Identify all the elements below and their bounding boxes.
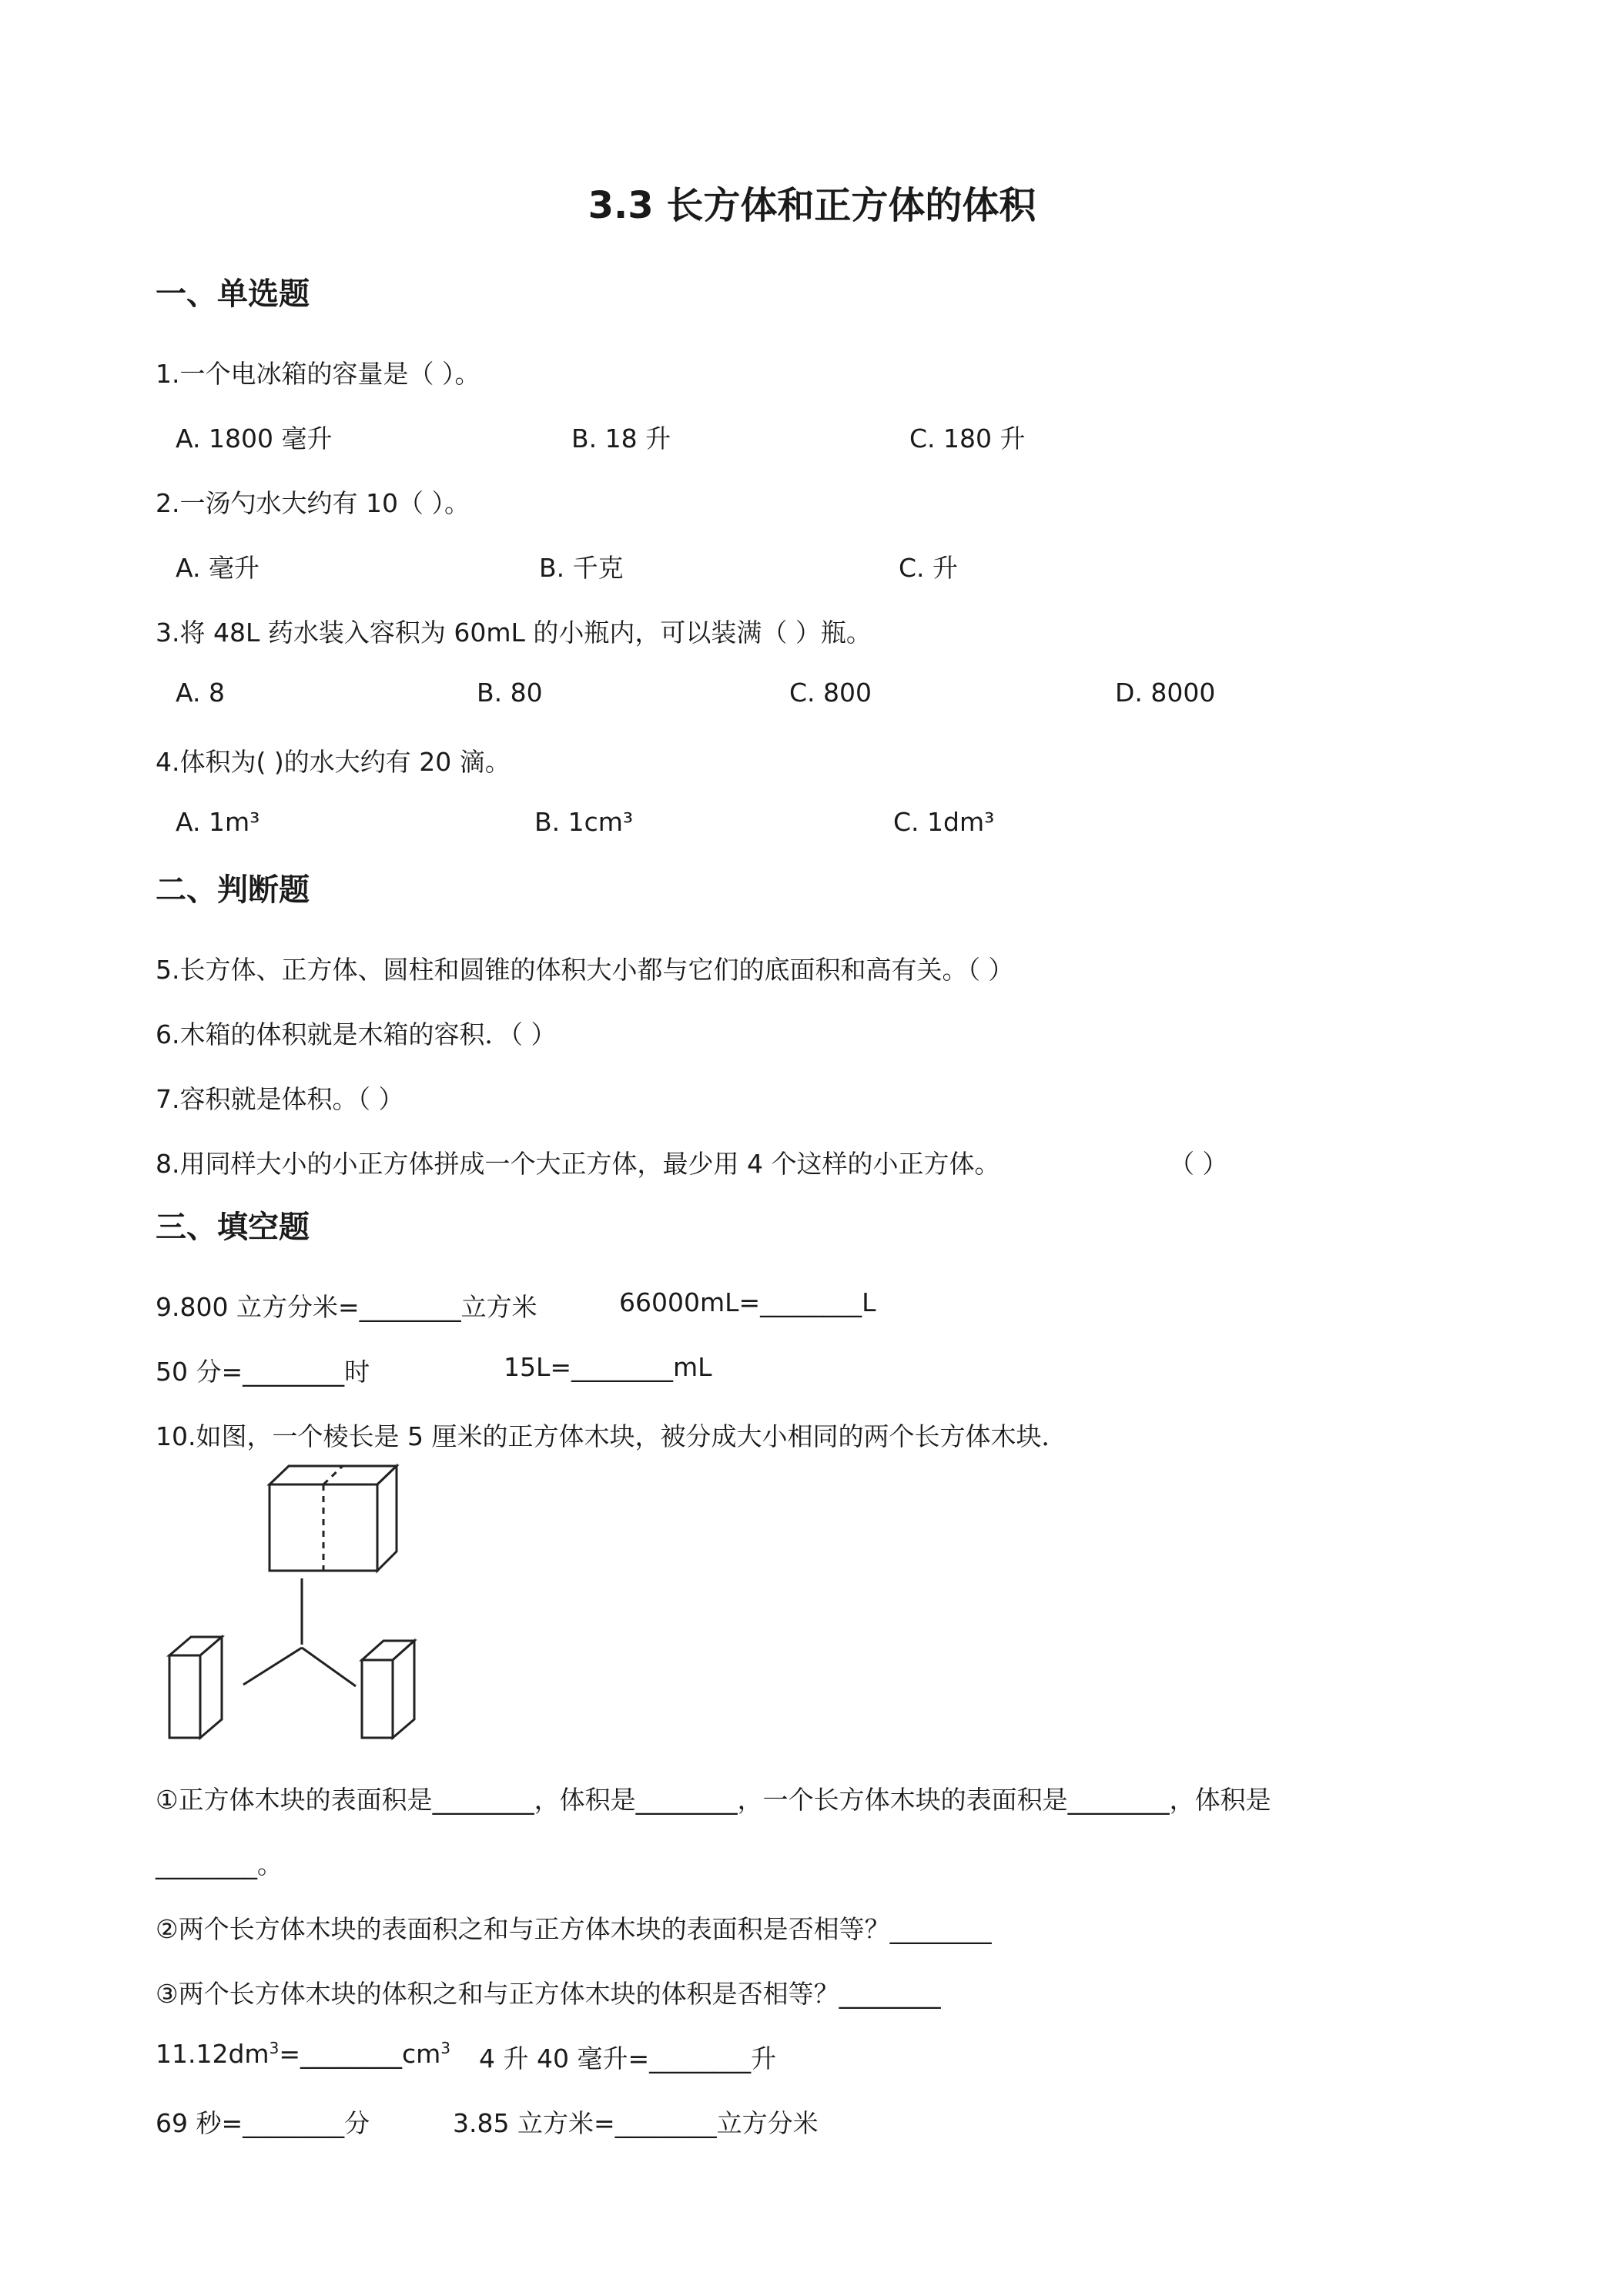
split-connector-lines — [243, 1578, 356, 1686]
q4-option-b: B. 1cm³ — [534, 807, 634, 837]
q11-cm-sup: 3 — [440, 2039, 450, 2057]
question-8: 8.用同样大小的小正方体拼成一个大正方体，最少用 4 个这样的小正方体。 — [156, 1149, 1000, 1179]
q9-line2-a: 50 分=________时 — [156, 1357, 370, 1387]
q1-option-b: B. 18 升 — [571, 423, 671, 454]
question-10: 10.如图，一个棱长是 5 厘米的正方体木块，被分成大小相同的两个长方体木块． — [156, 1421, 1067, 1451]
q11-dm-text: 11.12dm — [156, 2039, 270, 2069]
q9-line2-b: 15L=________mL — [504, 1352, 712, 1382]
whole-cube-shape — [270, 1466, 397, 1571]
question-6: 6.木箱的体积就是木箱的容积．（ ） — [156, 1019, 557, 1049]
left-cuboid-shape — [169, 1637, 222, 1738]
question-2: 2.一汤勺水大约有 10（ ）。 — [156, 488, 470, 518]
q11-line1-b: 4 升 40 毫升=________升 — [479, 2043, 777, 2073]
q3-option-d: D. 8000 — [1115, 678, 1216, 708]
section-heading-fill-blank: 三、填空题 — [156, 1210, 310, 1245]
q10-part1-cont: ________。 — [156, 1849, 283, 1879]
question-1: 1.一个电冰箱的容量是（ ）。 — [156, 359, 481, 389]
q11-dm-sup: 3 — [269, 2039, 280, 2057]
section-heading-single-choice: 一、单选题 — [156, 276, 310, 312]
q11-line2-b: 3.85 立方米=________立方分米 — [453, 2108, 819, 2138]
q3-option-b: B. 80 — [477, 678, 543, 708]
q2-option-a: A. 毫升 — [176, 553, 260, 583]
q1-option-c: C. 180 升 — [909, 423, 1026, 454]
q2-option-c: C. 升 — [899, 553, 959, 583]
q9-line1-b: 66000mL=________L — [619, 1287, 876, 1317]
q10-part1: ①正方体木块的表面积是________，体积是________，一个长方体木块的表面积是________，体积是 — [156, 1785, 1271, 1815]
q8-answer-paren: （ ） — [1169, 1149, 1228, 1179]
q9-line1-a: 9.800 立方分米=________立方米 — [156, 1292, 537, 1322]
q1-option-a: A. 1800 毫升 — [176, 423, 333, 454]
q3-option-a: A. 8 — [176, 678, 225, 708]
q10-part2: ②两个长方体木块的表面积之和与正方体木块的表面积是否相等？________ — [156, 1914, 992, 1944]
right-cuboid-shape — [362, 1641, 414, 1738]
q11-line1-a — [156, 2039, 450, 2069]
q11-cm-text: =________cm — [279, 2039, 441, 2069]
question-3: 3.将 48L 药水装入容积为 60mL 的小瓶内，可以装满（ ）瓶。 — [156, 618, 872, 648]
q2-option-b: B. 千克 — [539, 553, 624, 583]
q3-option-c: C. 800 — [789, 678, 872, 708]
page-title: 3.3 长方体和正方体的体积 — [588, 184, 1036, 227]
question-4: 4.体积为( )的水大约有 20 滴。 — [156, 747, 511, 777]
question-7: 7.容积就是体积。（ ） — [156, 1084, 404, 1114]
q4-option-a: A. 1m³ — [176, 807, 260, 837]
question-5: 5.长方体、正方体、圆柱和圆锥的体积大小都与它们的底面积和高有关。（ ） — [156, 955, 1014, 985]
q4-option-c: C. 1dm³ — [893, 807, 995, 837]
section-heading-true-false: 二、判断题 — [156, 872, 310, 908]
q11-line2-a: 69 秒=________分 — [156, 2108, 370, 2138]
cube-split-figure — [154, 1463, 447, 1755]
q10-part3: ③两个长方体木块的体积之和与正方体木块的体积是否相等？________ — [156, 1979, 941, 2009]
